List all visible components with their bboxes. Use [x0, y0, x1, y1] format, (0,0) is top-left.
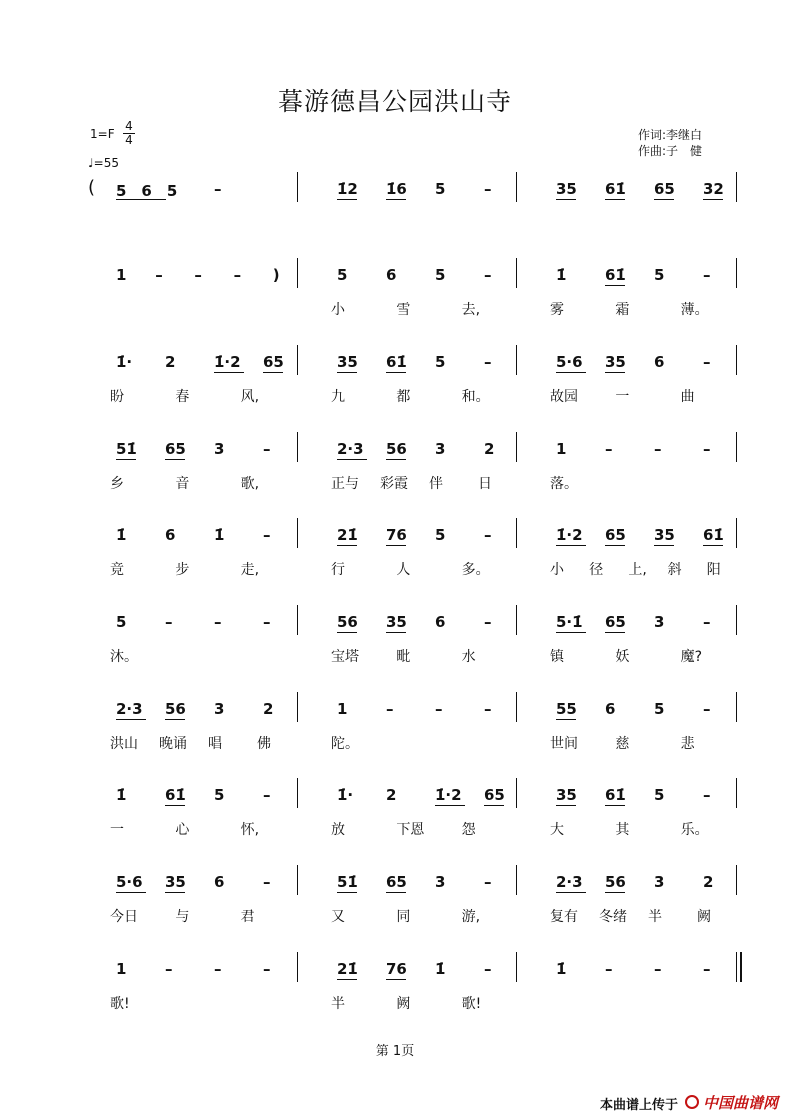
note: 61̇ [386, 353, 407, 371]
barline [736, 432, 737, 462]
beam-underline [386, 459, 406, 460]
barline [516, 432, 517, 462]
note: 1̇2 [337, 180, 358, 198]
note: 76 [386, 526, 407, 544]
lyric: 行 [331, 562, 345, 578]
note: 3 [654, 613, 665, 631]
note: 1 [337, 700, 348, 718]
note: ) [272, 266, 280, 284]
note: 6 [386, 266, 397, 284]
quarter-note-icon: ♩ [88, 156, 94, 170]
lyric: 音 [175, 476, 190, 492]
beam-underline [484, 805, 504, 806]
note: 2 [263, 700, 274, 718]
beam-underline [703, 199, 723, 200]
lyric: 步 [175, 562, 190, 578]
beam-underline [654, 199, 674, 200]
beam-underline [556, 372, 586, 373]
barline [736, 172, 737, 202]
lyric: 君 [240, 909, 255, 925]
lyric: 冬绪 [599, 909, 627, 925]
note: 5 [214, 786, 225, 804]
lyric: 歌, [240, 476, 260, 492]
note: – [214, 960, 222, 978]
note: – [605, 440, 613, 458]
beam-underline [654, 545, 674, 546]
note: – [484, 526, 492, 544]
lyric: 雪 [396, 302, 411, 318]
beam-underline [386, 979, 406, 980]
beam-underline [605, 632, 625, 633]
note: 5 [435, 353, 446, 371]
credits [638, 127, 702, 159]
note: 2·3 [116, 700, 143, 718]
lyric: 慈 [615, 736, 630, 752]
beam-underline [386, 632, 406, 633]
note: 1̇ [116, 526, 127, 544]
lyric: 径 [589, 562, 604, 578]
score-system [0, 960, 790, 1020]
lyric: 和。 [461, 389, 490, 405]
note: 56 [165, 700, 186, 718]
lyric: 晚诵 [159, 736, 187, 752]
note: – [484, 873, 492, 891]
beam-underline [556, 199, 576, 200]
note: 1̇ [556, 960, 567, 978]
lyric: 都 [396, 389, 411, 405]
barline [516, 345, 517, 375]
lyric: 佛 [257, 736, 271, 752]
site-logo: 中国曲谱网 [703, 1094, 779, 1112]
lyric: 故园 [550, 389, 578, 405]
beam-underline [556, 719, 576, 720]
lyric: 曲 [680, 389, 695, 405]
barline [297, 258, 298, 288]
lyric: 一 [110, 822, 124, 838]
note: 55 [556, 700, 577, 718]
lyric: 薄。 [680, 302, 709, 318]
note: 35 [337, 353, 358, 371]
lyric: 去, [461, 302, 481, 318]
upload-note: 本曲谱上传于 [600, 1098, 679, 1113]
note: 56 [605, 873, 626, 891]
note: 1̇ [116, 786, 127, 804]
note: 65 [605, 613, 626, 631]
note: 6 [165, 526, 176, 544]
note: – [263, 873, 271, 891]
lyric: 上, [628, 562, 647, 578]
beam-underline [214, 372, 244, 373]
note: 2 [386, 786, 397, 804]
note: 61̇ [165, 786, 186, 804]
note: 5 [654, 786, 665, 804]
lyric: 下恩 [396, 822, 425, 838]
note: 2·3 [337, 440, 364, 458]
lyric: 镇 [550, 649, 564, 665]
note: – [703, 440, 711, 458]
note: 65 [605, 526, 626, 544]
lyric: 风, [240, 389, 260, 405]
note: 1̇ [556, 266, 567, 284]
beam-underline [337, 199, 357, 200]
note: 1 [556, 440, 567, 458]
composer: 作曲:子 健 [638, 144, 703, 158]
note: 76 [386, 960, 407, 978]
beam-underline [337, 632, 357, 633]
lyric: 陀。 [331, 736, 359, 752]
barline [736, 865, 737, 895]
note: 1̇·2 [556, 526, 583, 544]
lyric: 彩霞 [380, 476, 408, 492]
time-signature [123, 120, 135, 147]
note: 3 [214, 440, 225, 458]
note: – [484, 700, 492, 718]
lyric: 宝塔 [331, 649, 359, 665]
note: 1̇ [214, 526, 225, 544]
tempo-mark [88, 156, 119, 170]
note: – [484, 613, 492, 631]
beam-underline [337, 459, 367, 460]
note: – [654, 440, 662, 458]
lyric: 霜 [615, 302, 630, 318]
lyric: 悲 [680, 736, 695, 752]
note: – [165, 960, 173, 978]
beam-underline [165, 459, 185, 460]
beam-underline [605, 199, 625, 200]
lyric: 阳 [706, 562, 721, 578]
key-signature: 1=F [90, 127, 115, 141]
beam-underline [337, 545, 357, 546]
note: – [194, 266, 202, 284]
barline [736, 258, 737, 288]
note: – [214, 613, 222, 631]
note: 61̇ [605, 786, 626, 804]
note: 5·6 [556, 353, 583, 371]
note: 61̇ [605, 180, 626, 198]
note: 3 [654, 873, 665, 891]
note: 3 [214, 700, 225, 718]
beam-underline [386, 372, 406, 373]
beam-underline [605, 285, 625, 286]
lyric: 怀, [240, 822, 260, 838]
score-system [0, 613, 790, 673]
score-system [0, 526, 790, 586]
note: 51̇ [116, 440, 137, 458]
lyric: 小 [331, 302, 345, 318]
barline [736, 692, 737, 722]
note: 35 [165, 873, 186, 891]
note: 1̇·2 [214, 353, 241, 371]
note: – [263, 440, 271, 458]
meter-top: 4 [125, 119, 133, 133]
barline [297, 605, 298, 635]
lyric: 同 [396, 909, 411, 925]
lyric: 斜 [667, 562, 682, 578]
lyric: 水 [461, 649, 476, 665]
note: 65 [654, 180, 675, 198]
lyric: 小 [550, 562, 564, 578]
beam-underline [337, 372, 357, 373]
note: 2 [703, 873, 714, 891]
note: – [165, 613, 173, 631]
lyric: 复有 [550, 909, 578, 925]
lyric: 半 [648, 909, 662, 925]
note: 5 [435, 180, 446, 198]
note: 35 [556, 180, 577, 198]
beam-underline [386, 199, 406, 200]
beam-underline [165, 892, 185, 893]
beam-underline [605, 805, 625, 806]
note: – [263, 526, 271, 544]
note: 5 [116, 613, 127, 631]
barline [736, 605, 737, 635]
note: 2·3 [556, 873, 583, 891]
lyric: 乡 [110, 476, 124, 492]
lyric: 走, [240, 562, 260, 578]
note: 65 [386, 873, 407, 891]
note: 6 [435, 613, 446, 631]
beam-underline [165, 805, 185, 806]
final-barline [736, 952, 742, 982]
barline [516, 518, 517, 548]
note: 35 [556, 786, 577, 804]
lyric: 雾 [550, 302, 564, 318]
note: 65 [484, 786, 505, 804]
note: 5 [435, 526, 446, 544]
barline [516, 952, 517, 982]
tempo-value: =55 [93, 156, 119, 170]
beam-underline [556, 632, 586, 633]
lyric: 游, [461, 909, 481, 925]
lyric: 春 [175, 389, 190, 405]
score-system [0, 440, 790, 500]
beam-underline [165, 719, 185, 720]
note: 5·1̇ [556, 613, 583, 631]
meter-bottom: 4 [125, 133, 133, 147]
note: – [654, 960, 662, 978]
note: – [214, 180, 222, 198]
note: – [435, 700, 443, 718]
note: – [233, 266, 242, 284]
note: 5·6 [116, 873, 143, 891]
beam-underline [116, 459, 136, 460]
note: – [386, 700, 394, 718]
lyric: 正与 [331, 476, 359, 492]
note: 3 [435, 440, 446, 458]
note: 6 [654, 353, 665, 371]
lyric: 其 [615, 822, 630, 838]
note: – [703, 960, 711, 978]
note: 6 [214, 873, 225, 891]
barline [516, 692, 517, 722]
barline [736, 345, 737, 375]
note: 1̇6 [386, 180, 407, 198]
site-logo-icon [685, 1095, 699, 1109]
lyric: 歌! [461, 996, 482, 1012]
lyric: 九 [331, 389, 345, 405]
note: 21̇ [337, 960, 358, 978]
note: 65 [165, 440, 186, 458]
barline [297, 172, 298, 202]
beam-underline [263, 372, 283, 373]
note: – [605, 960, 613, 978]
note: 5 [654, 266, 665, 284]
lyric: 放 [331, 822, 345, 838]
barline [736, 518, 737, 548]
beam-underline [556, 892, 586, 893]
beam-underline [435, 805, 465, 806]
note: – [484, 266, 492, 284]
lyric: 乐。 [680, 822, 709, 838]
lyric: 毗 [396, 649, 411, 665]
barline [516, 865, 517, 895]
note: 21̇ [337, 526, 358, 544]
note: 56 [337, 613, 358, 631]
barline [516, 778, 517, 808]
score-system [0, 266, 790, 326]
note: – [703, 700, 711, 718]
note: 32 [703, 180, 724, 198]
page-number: 第 1页 [375, 1044, 415, 1059]
lyric: 一 [615, 389, 630, 405]
barline [297, 345, 298, 375]
note: 51̇ [337, 873, 358, 891]
lyric: 阙 [396, 996, 411, 1012]
note: 1̇ [435, 960, 446, 978]
barline [297, 865, 298, 895]
lyric: 怨 [461, 822, 476, 838]
lyric: 今日 [110, 909, 138, 925]
note: 65 [263, 353, 284, 371]
lyric: 魔? [680, 649, 703, 665]
beam-underline [605, 892, 625, 893]
barline [297, 778, 298, 808]
barline [297, 952, 298, 982]
lyric: 日 [478, 476, 492, 492]
barline [297, 518, 298, 548]
lyricist: 作词:李继白 [638, 128, 703, 142]
note: – [703, 786, 711, 804]
lyric: 唱 [208, 736, 222, 752]
note: 1̇· [337, 786, 354, 804]
beam-underline [116, 892, 146, 893]
note: 5 [654, 700, 665, 718]
barline [516, 172, 517, 202]
note: 56 [386, 440, 407, 458]
barline [297, 692, 298, 722]
beam-underline [337, 979, 357, 980]
note: 1 [116, 960, 127, 978]
lyric: 竞 [110, 562, 124, 578]
lyric: 心 [175, 822, 190, 838]
lyric: 沐。 [110, 649, 138, 665]
lyric: 大 [550, 822, 564, 838]
note: – [703, 266, 711, 284]
beam-underline [386, 892, 406, 893]
note: 1̇· [116, 353, 133, 371]
note: 35 [605, 353, 626, 371]
note: – [703, 353, 711, 371]
note: 2 [484, 440, 495, 458]
note: 35 [386, 613, 407, 631]
barline [297, 432, 298, 462]
beam-underline [605, 372, 625, 373]
lyric: 多。 [461, 562, 490, 578]
note: 5 6 5 [116, 182, 178, 200]
lyric: 人 [396, 562, 411, 578]
lyric: 落。 [550, 476, 578, 492]
note: – [484, 180, 492, 198]
song-title: 暮游德昌公园洪山寺 [277, 87, 512, 116]
lyric: 盼 [110, 389, 124, 405]
note: 6 [605, 700, 616, 718]
barline [516, 605, 517, 635]
note: – [263, 786, 271, 804]
barline [516, 258, 517, 288]
beam-underline [556, 805, 576, 806]
lyric: 与 [175, 909, 190, 925]
beam-underline [337, 892, 357, 893]
note: – [263, 613, 271, 631]
note: – [155, 266, 163, 284]
beam-underline [116, 199, 166, 200]
beam-underline [556, 545, 586, 546]
note: 5 [435, 266, 446, 284]
lyric: 伴 [429, 476, 443, 492]
beam-underline [116, 719, 146, 720]
beam-underline [386, 545, 406, 546]
note: 35 [654, 526, 675, 544]
score-system [0, 177, 790, 240]
beam-underline [605, 545, 625, 546]
score-system [0, 786, 790, 846]
score-system [0, 353, 790, 413]
note: 61̇ [605, 266, 626, 284]
note: 2 [165, 353, 176, 371]
note: 61̇ [703, 526, 724, 544]
note: 3 [435, 873, 446, 891]
note: – [484, 353, 492, 371]
lyric: 又 [331, 909, 345, 925]
score-system [0, 700, 790, 760]
beam-underline [703, 545, 723, 546]
lyric: 洪山 [110, 736, 138, 752]
note: – [703, 613, 711, 631]
note: 1 [116, 266, 127, 284]
note: – [484, 960, 492, 978]
lyric: 阙 [697, 909, 711, 925]
lyric: 歌! [110, 996, 130, 1012]
note: – [263, 960, 271, 978]
score-system [0, 873, 790, 933]
lyric: 半 [331, 996, 345, 1012]
open-paren: ( [88, 177, 96, 198]
lyric: 世间 [550, 736, 578, 752]
note: 1̇·2 [435, 786, 462, 804]
barline [736, 778, 737, 808]
note: 5 [337, 266, 348, 284]
lyric: 妖 [615, 649, 630, 665]
